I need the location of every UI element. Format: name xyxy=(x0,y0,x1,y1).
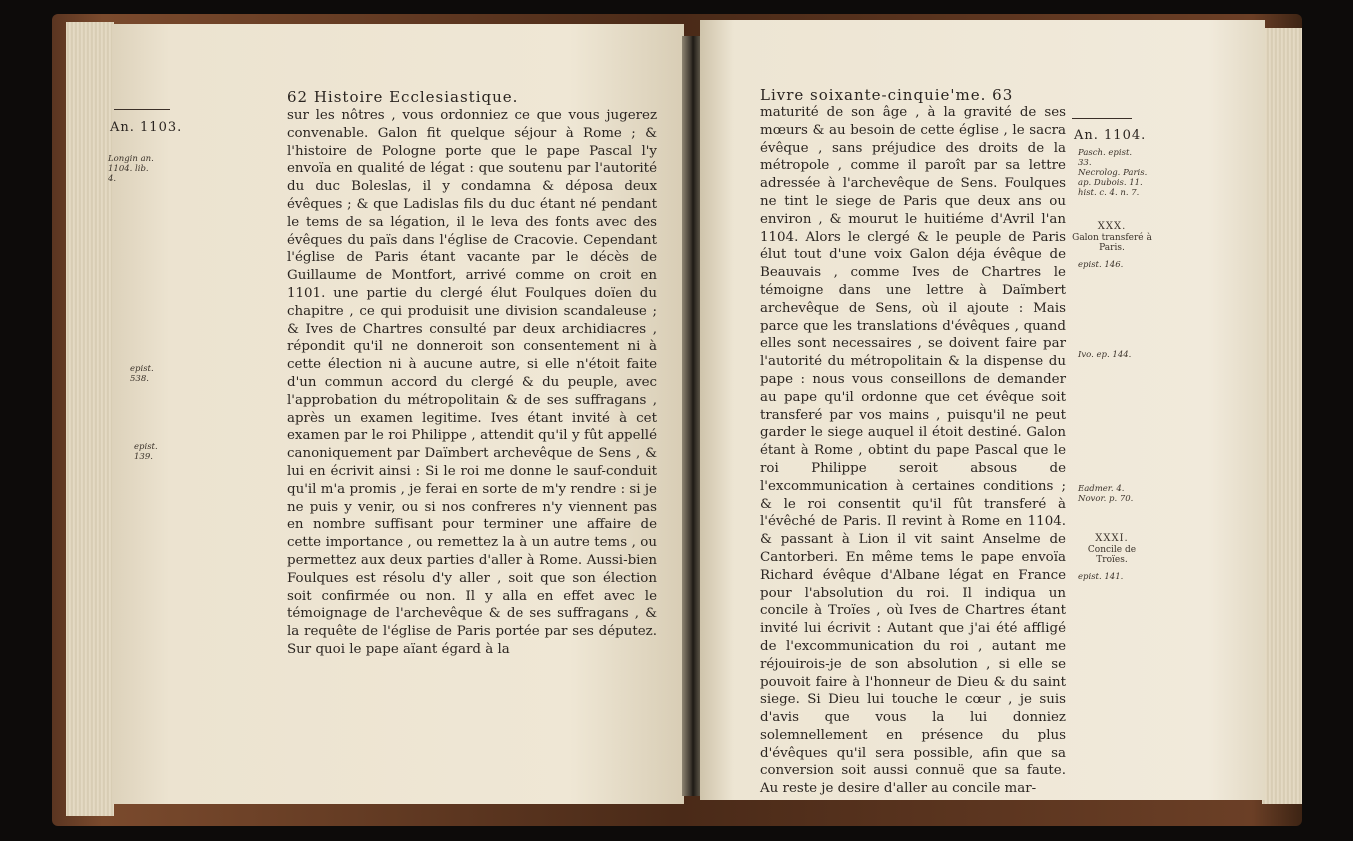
section-marker-30 xyxy=(1072,222,1152,254)
left-margin-note-2: epist. 538. xyxy=(130,364,154,384)
right-margin-note-1: Pasch. epist. 33. xyxy=(1078,148,1133,168)
section-label: Galon transferé à Paris. xyxy=(1072,232,1152,253)
year-rule-right xyxy=(1072,118,1132,119)
right-margin-note-3: epist. 146. xyxy=(1078,260,1124,270)
right-page xyxy=(700,20,1265,800)
right-margin-note-2: Necrolog. Paris. ap. Dubois. 11. hist. c. 4. n. 7. xyxy=(1078,168,1148,198)
book-gutter xyxy=(682,36,702,796)
left-year-marker: An. 1103. xyxy=(110,120,183,135)
year-rule xyxy=(114,109,170,110)
left-margin-note-3: epist. 139. xyxy=(134,442,158,462)
right-margin-note-5: Eadmer. 4. Novor. p. 70. xyxy=(1078,484,1134,504)
left-page xyxy=(108,24,684,804)
section-number: XXX. xyxy=(1097,221,1127,232)
right-page-body: maturité de son âge , à la gravité de ses mœurs & au besoin de cette église , le sacra évêque , sans préjudice des droits de la métropole , comme il paroît par sa lettre adressée à l'archevêque de Sens. Foulques ne tint le siege de Paris que deux ans ou environ , & mourut le huitiéme d'Avril l'an 1104. Alors le clergé & le peuple de Paris élut tout d'une voix Galon déja évêque de Beauvais , comme Ives de Chartres le témoigne dans une lettre à Daïmbert archevêque de Sens, où il ajoute : Mais parce que les translations d'évêques , quand elles sont necessaires , se doivent faire par l'autorité du métropolitain & la dispense du pape : nous vous conseillons de demander au pape qu'il ordonne que cet évêque soit transferé par vos mains , puisqu'il ne peut garder le siege auquel il étoit destiné. Galon étant à Rome , obtint du pape Pascal que le roi Philippe seroit absous de l'excommunication à certaines conditions ; & le roi consentit qu'il fût transferé à l'évêché de Paris. Il revint à Rome en 1104. & passant à Lion il vit saint Anselme de Cantorberi. En même tems le pape envoïa Richard évêque d'Albane légat en France pour l'absolution du roi. Il indiqua un concile à Troïes , où Ives de Chartres étant invité lui écrivit : Autant que j'ai été affligé de l'excommunication du roi , autant me réjouirois-je de son absolution , si elle se pouvoit faire à l'honneur de Dieu & du saint siege. Si Dieu lui touche le cœur , je suis d'avis que vous la lui donniez solemnellement en présence du plus d'évêques qu'il sera possible, afin que sa conversion soit aussi connuë que sa faute. Au reste je desire d'aller au concile mar- xyxy=(760,105,1066,797)
right-margin-note-6: epist. 141. xyxy=(1078,572,1124,582)
left-page-header: 62 Histoire Ecclesiastique. xyxy=(287,88,519,106)
left-margin-note-1: Longin an. 1104. lib. 4. xyxy=(108,154,154,184)
section-marker-31 xyxy=(1072,534,1152,566)
section-number: XXXI. xyxy=(1095,533,1129,544)
right-page-edges xyxy=(1262,28,1302,804)
left-page-edges xyxy=(66,22,114,816)
left-page-body: sur les nôtres , vous ordonniez ce que vous jugerez convenable. Galon fit quelque séjour à Rome ; & l'histoire de Pologne porte que le pape Pascal l'y envoïa en qualité de légat : que soutenu par l'autorité du duc Boleslas, il y condamna & déposa deux évêques ; & que Ladislas fils du duc étant né pendant le tems de sa légation, il le leva des fonts avec des évêques du païs dans l'église de Cracovie. Cependant l'église de Paris étant vacante par le décès de Guillaume de Montfort, arrivé comme on croit en 1101. une partie du clergé élut Foulques doïen du chapitre , ce qui produisit une division scandaleuse ; & Ives de Chartres consulté par deux archidiacres , répondit qu'il ne donneroit son consentement ni à cette élection ni à aucune autre, si elle n'étoit faite d'un commun accord du clergé & du peuple, avec l'approbation du métropolitain & de ses suffragans , après un examen legitime. Ives étant invité à cet examen par le roi Philippe , attendit qu'il y fût appellé canoniquement par Daïmbert archevêque de Sens , & lui en écrivit ainsi : Si le roi me donne le sauf-conduit qu'il m'a promis , je ferai en sorte de m'y rendre : si je ne puis y venir, ou si nos confreres n'y viennent pas en nombre suffisant pour terminer une affaire de cette importance , ou remettez la à un autre tems , ou permettez aux deux parties d'aller à Rome. Aussi-bien Foulques est résolu d'y aller , soit que son élection soit confirmée ou non. Il y alla en effet avec le témoignage de l'archevêque & de ses suffragans , & la requête de l'église de Paris portée par ses députez. Sur quoi le pape aïant égard à la xyxy=(287,108,657,657)
right-margin-note-4: Ivo. ep. 144. xyxy=(1078,350,1132,360)
right-year-marker: An. 1104. xyxy=(1074,128,1147,143)
right-page-header: Livre soixante-cinquie'me. 63 xyxy=(760,86,1014,104)
section-label: Concile de Troïes. xyxy=(1087,544,1137,565)
